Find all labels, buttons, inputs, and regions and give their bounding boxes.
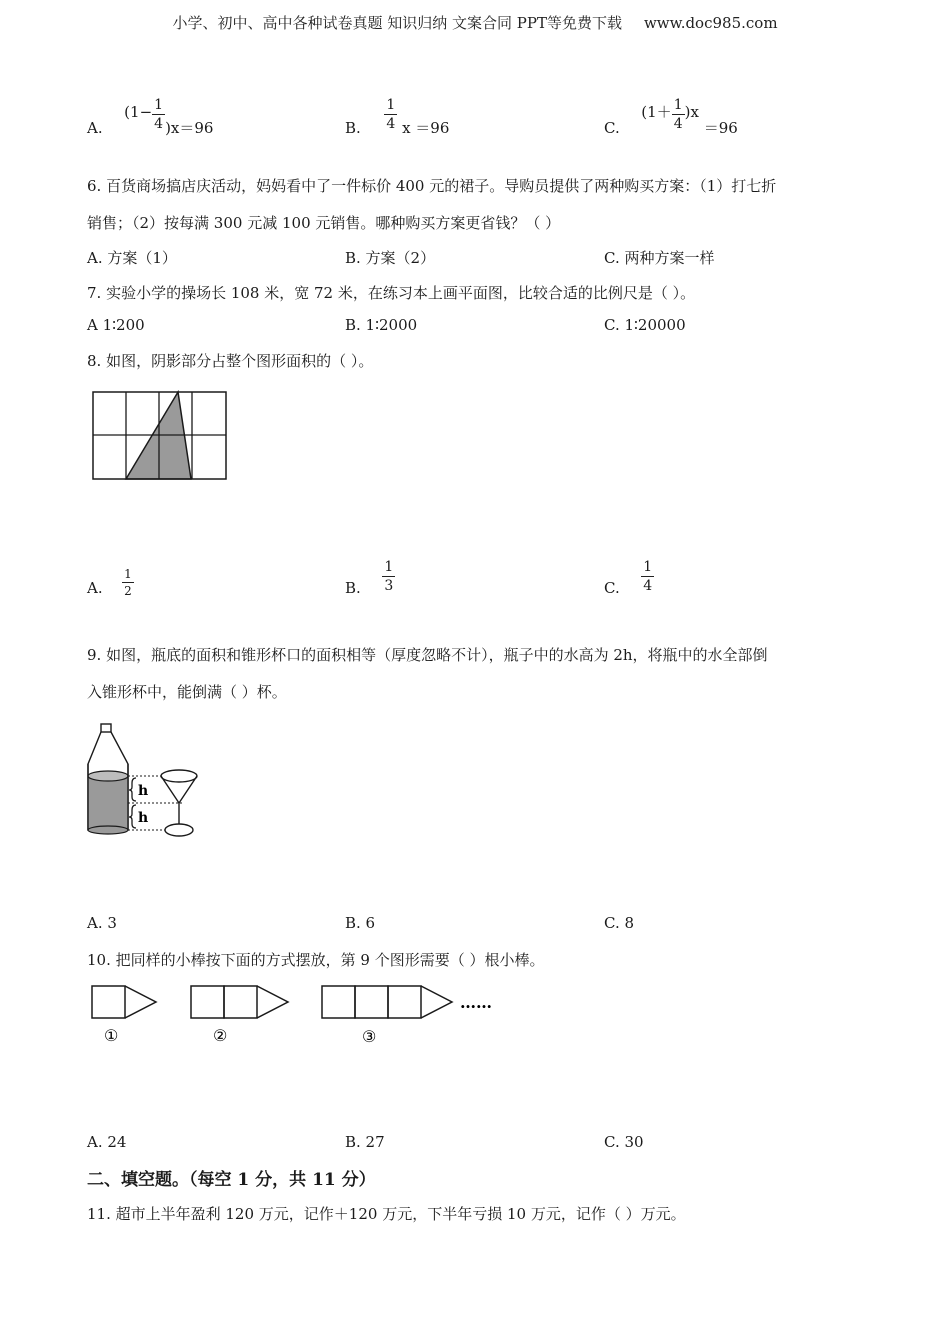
q5-c-pre: (1＋: [641, 102, 672, 121]
cup-rim: [161, 770, 197, 782]
q8-a-fraction: $\frac{1}{2}$: [124, 567, 132, 598]
cup-base: [165, 824, 193, 836]
bottle-cap: [101, 724, 111, 732]
q9-line1: 9. 如图，瓶底的面积和锥形杯口的面积相等（厚度忽略不计），瓶子中的水高为 2h，将瓶中的水全部倒: [87, 646, 768, 664]
q8-option-c: C. $\frac{1}{4}$: [604, 559, 653, 597]
q7-text: 7. 实验小学的操场长 108 米，宽 72 米，在练习本上画平面图，比较合适的比例尺是（ ）。: [87, 284, 696, 302]
figure-label-1: ①: [104, 1026, 119, 1045]
q5-b-post: x ＝96: [402, 118, 450, 137]
q5-b-fraction: $\frac{1}{4}$: [386, 97, 396, 132]
q5-c-fraction: $\frac{1}{4}$: [673, 97, 683, 132]
h-label-lower: h: [138, 810, 149, 826]
q6-option-c: C. 两种方案一样: [604, 249, 715, 267]
q7-option-c: C. 1∶20000: [604, 316, 686, 334]
q6-option-a: A. 方案（1）: [87, 249, 177, 267]
q9-option-b: B. 6: [345, 914, 376, 932]
q10-text: 10. 把同样的小棒按下面的方式摆放，第 9 个图形需要（ ）根小棒。: [87, 951, 545, 969]
q9-bottle-cup-figure: [84, 720, 234, 844]
q8-b-fraction: $\frac{1}{3}$: [384, 559, 394, 594]
q10-option-a: A. 24: [87, 1133, 127, 1151]
q9-line2: 入锥形杯中，能倒满（ ）杯。: [87, 683, 287, 701]
q5-option-a: [87, 97, 214, 137]
stick-figure-3: [322, 986, 452, 1018]
q7-option-a: A 1∶200: [87, 316, 145, 334]
q5-a-pre: (1−: [124, 102, 153, 121]
brace-lower: [129, 805, 136, 828]
figure-label-2: ②: [213, 1026, 228, 1045]
figure-label-3: ③: [362, 1027, 377, 1046]
q7-option-b: B. 1∶2000: [345, 316, 418, 334]
q5-option-c: [604, 97, 738, 137]
q5-c-label: C.: [604, 118, 620, 137]
q10-sticks-figure: [88, 980, 518, 1050]
h-label-upper: h: [138, 783, 149, 799]
q9-option-c: C. 8: [604, 914, 635, 932]
q8-c-fraction: $\frac{1}{4}$: [643, 559, 653, 594]
q10-option-b: B. 27: [345, 1133, 385, 1151]
q6-option-b: B. 方案（2）: [345, 249, 436, 267]
q8-option-a: A. $\frac{1}{2}$: [87, 567, 132, 598]
bottle-water: [88, 776, 128, 830]
q5-c-mid: )x: [684, 102, 699, 121]
header-left-text: 小学、初中、高中各种试卷真题 知识归纳 文案合同 PPT等免费下载: [172, 14, 622, 32]
q5-a-fraction: $\frac{1}{4}$: [154, 97, 164, 132]
q5-option-b: [345, 97, 450, 137]
continuation-dots: ……: [460, 993, 492, 1012]
q5-a-post: )x＝96: [165, 118, 214, 137]
q10-option-c: C. 30: [604, 1133, 644, 1151]
section-2-title: 二、填空题。（每空 1 分，共 11 分）: [87, 1170, 376, 1190]
q9-option-a: A. 3: [87, 914, 117, 932]
header-url: www.doc985.com: [643, 14, 778, 32]
brace-upper: [129, 778, 136, 801]
q5-c-post: ＝96: [703, 118, 738, 137]
stick-figure-1: [92, 986, 156, 1018]
page-header: [0, 12, 950, 33]
q6-line2: 销售；（2）按每满 300 元减 100 元销售。哪种购买方案更省钱？（ ）: [87, 214, 561, 232]
q8-grid-figure: [90, 388, 230, 484]
stick-figure-2: [191, 986, 288, 1018]
q5-b-label: B.: [345, 118, 361, 137]
q11-text: 11. 超市上半年盈利 120 万元，记作＋120 万元，下半年亏损 10 万元，记作（ ）万元。: [87, 1205, 686, 1223]
q8-option-b: B. $\frac{1}{3}$: [345, 559, 394, 597]
q8-text: 8. 如图，阴影部分占整个图形面积的（ ）。: [87, 352, 374, 370]
q6-line1: 6. 百货商场搞店庆活动，妈妈看中了一件标价 400 元的裙子。导购员提供了两种购买方案：（1）打七折: [87, 177, 777, 195]
q5-a-label: A.: [87, 118, 103, 137]
